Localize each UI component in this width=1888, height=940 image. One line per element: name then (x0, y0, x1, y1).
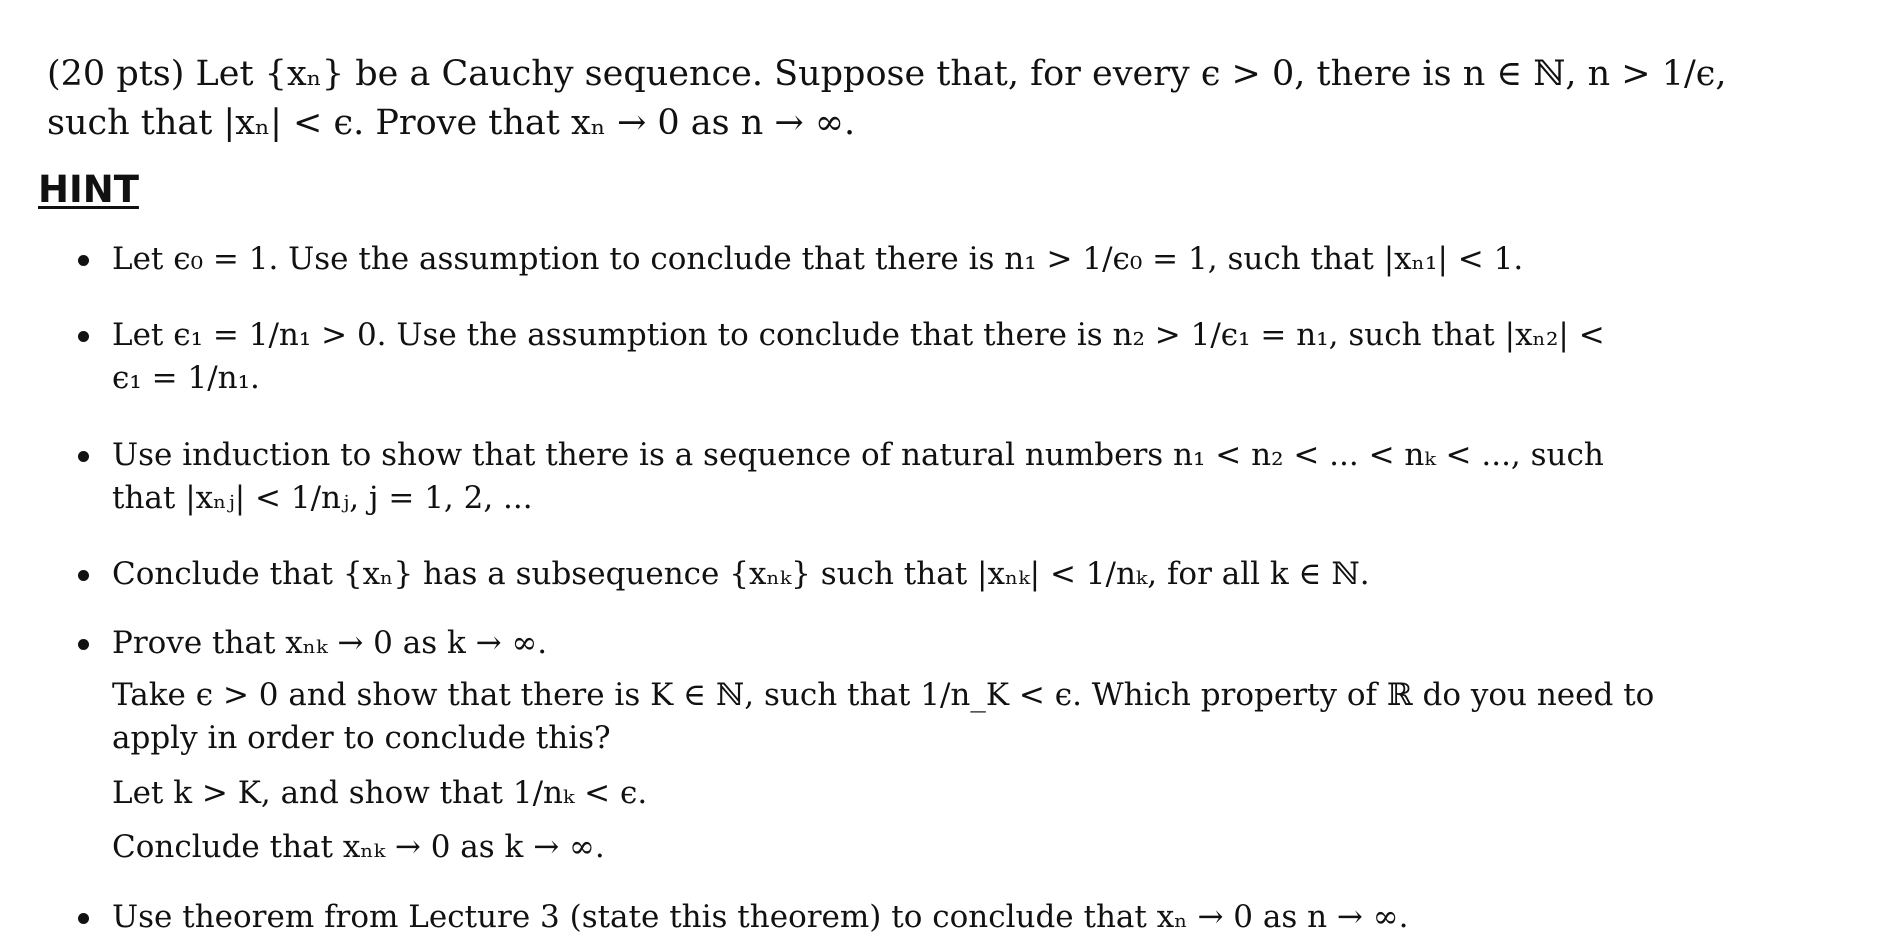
sub-step-1: Take ϵ > 0 and show that there is K ∈ ℕ, such that 1/n_K < ϵ. Which property of ℝ do you need to apply in order to conclude this? (112, 677, 1655, 756)
bullet-dot (78, 639, 89, 650)
bullet-dot (78, 255, 89, 266)
hint-bullet-2 (78, 314, 1638, 400)
hint-heading: HINT (38, 168, 139, 211)
sub-step-2: Let k > K, and show that 1/nₖ < ϵ. (112, 775, 648, 811)
hint-bullet-4 (78, 553, 1638, 596)
hint-bullet-text: Let ϵ₀ = 1. Use the assumption to conclude that there is n₁ > 1/ϵ₀ = 1, such that |xₙ₁| < 1. (112, 241, 1524, 277)
bullet-dot (78, 570, 89, 581)
hint-bullet-6 (78, 896, 1638, 939)
sub-step-3: Conclude that xₙₖ → 0 as k → ∞. (112, 829, 605, 865)
problem-statement: (20 pts) Let {xₙ} be a Cauchy sequence. Suppose that, for every ϵ > 0, there is n ∈ ℕ, n > 1/ϵ, such that |xₙ| < ϵ. Prove that xₙ → 0 as n → ∞. (47, 54, 1727, 143)
hint-bullet-text: Conclude that {xₙ} has a subsequence {xₙₖ} such that |xₙₖ| < 1/nₖ, for all k ∈ ℕ. (112, 556, 1370, 592)
hint-bullet-1 (78, 238, 1638, 281)
bullet-dot (78, 451, 89, 462)
hint-bullet-5 (78, 622, 1638, 665)
hint-bullet-text: Let ϵ₁ = 1/n₁ > 0. Use the assumption to conclude that there is n₂ > 1/ϵ₁ = n₁, such that |xₙ₂| < ϵ₁ = 1/n₁. (112, 317, 1605, 396)
bullet-dot (78, 331, 89, 342)
hint-bullet-text: Use induction to show that there is a sequence of natural numbers n₁ < n₂ < ... < nₖ < ..., such that |xₙⱼ| < 1/nⱼ, j = 1, 2, ... (112, 437, 1604, 516)
hint-bullet-text: Prove that xₙₖ → 0 as k → ∞. (112, 625, 548, 661)
hint-bullet-text: Use theorem from Lecture 3 (state this theorem) to conclude that xₙ → 0 as n → ∞. (112, 899, 1409, 935)
bullet-dot (78, 913, 89, 924)
hint-bullet-3 (78, 434, 1638, 520)
